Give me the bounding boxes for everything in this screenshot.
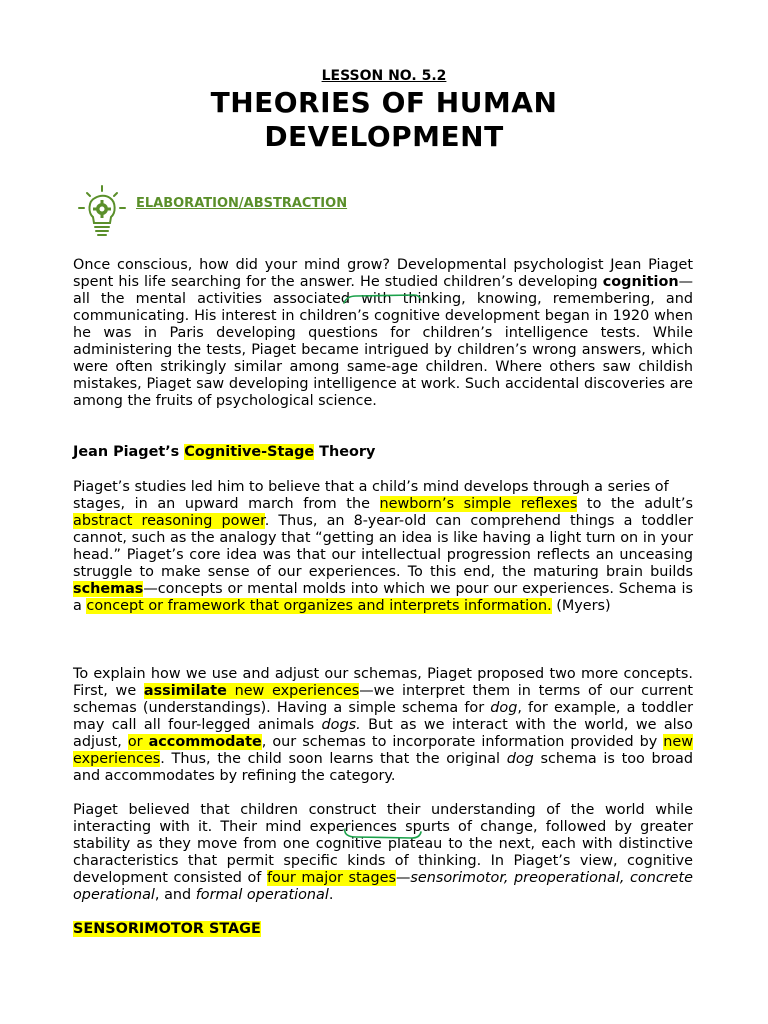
paragraph-intro: Once conscious, how did your mind grow? Developmental psychologist Jean Piaget spent his life searching for the answer. He studied children’s developing cognition—all the mental activities associated with thinking, knowing, remembering, and communicating. His interest in children’s cognitive development began in 1920 when he was in Paris developing questions for children’s intelligence tests. While administering the tests, Piaget became intrigued by children’s wrong answers, which were often strikingly similar among same-age children. Where others saw childish mistakes, Piaget saw developing intelligence at work. Such accidental discoveries are among the fruits of psychological science. xyxy=(73,257,693,409)
section-label: ELABORATION/ABSTRACTION xyxy=(136,196,348,211)
lightbulb-gear-icon xyxy=(76,184,128,240)
heading-cognitive-stage-theory: Jean Piaget’s Cognitive-Stage Theory xyxy=(73,444,376,460)
paragraph-schemas: To explain how we use and adjust our schemas, Piaget proposed two more concepts. First, we assimilate new experiences—we interpret them in terms of our current schemas (understandings). Having a simple schema for dog, for example, a toddler may call all four-legged animals dogs. But as we interact with the world, we also adjust, or accommodate, our schemas to incorporate information provided by new experiences. Thus, the child soon learns that the original dog schema is too broad and accommodates by refining the category. xyxy=(73,666,694,784)
title-line-2: DEVELOPMENT xyxy=(264,120,504,153)
lesson-number: LESSON NO. 5.2 xyxy=(321,68,447,84)
paragraph-stages: Piaget’s studies led him to believe that a child’s mind develops through a series of stages, in an upward march from the newborn’s simple reflexes to the adult’s abstract reasoning power. Thus, an 8-year-old can comprehend things a toddler cannot, such as the analogy that “getting an idea is like having a light turn on in your head.” Piaget’s core idea was that our intellectual progression reflects an unceasing struggle to make sense of our experiences. To this end, the maturing brain builds schemas—concepts or mental molds into which we pour our experiences. Schema is a concept or framework that organizes and interprets information. (Myers) xyxy=(73,479,693,614)
page-title xyxy=(0,86,768,154)
paragraph-four-stages: Piaget believed that children construct their understanding of the world while interacting with it. Their mind experiences spurts of change, followed by greater stability as they move from one cognitive plateau to the next, each with distinctive characteristics that permit specific kinds of thinking. In Piaget’s view, cognitive development consisted of four major stages—sensorimotor, preoperational, concrete operational, and formal operational. xyxy=(73,802,693,903)
heading-sensorimotor-stage: SENSORIMOTOR STAGE xyxy=(73,921,261,937)
title-line-1: THEORIES OF HUMAN xyxy=(210,86,558,119)
